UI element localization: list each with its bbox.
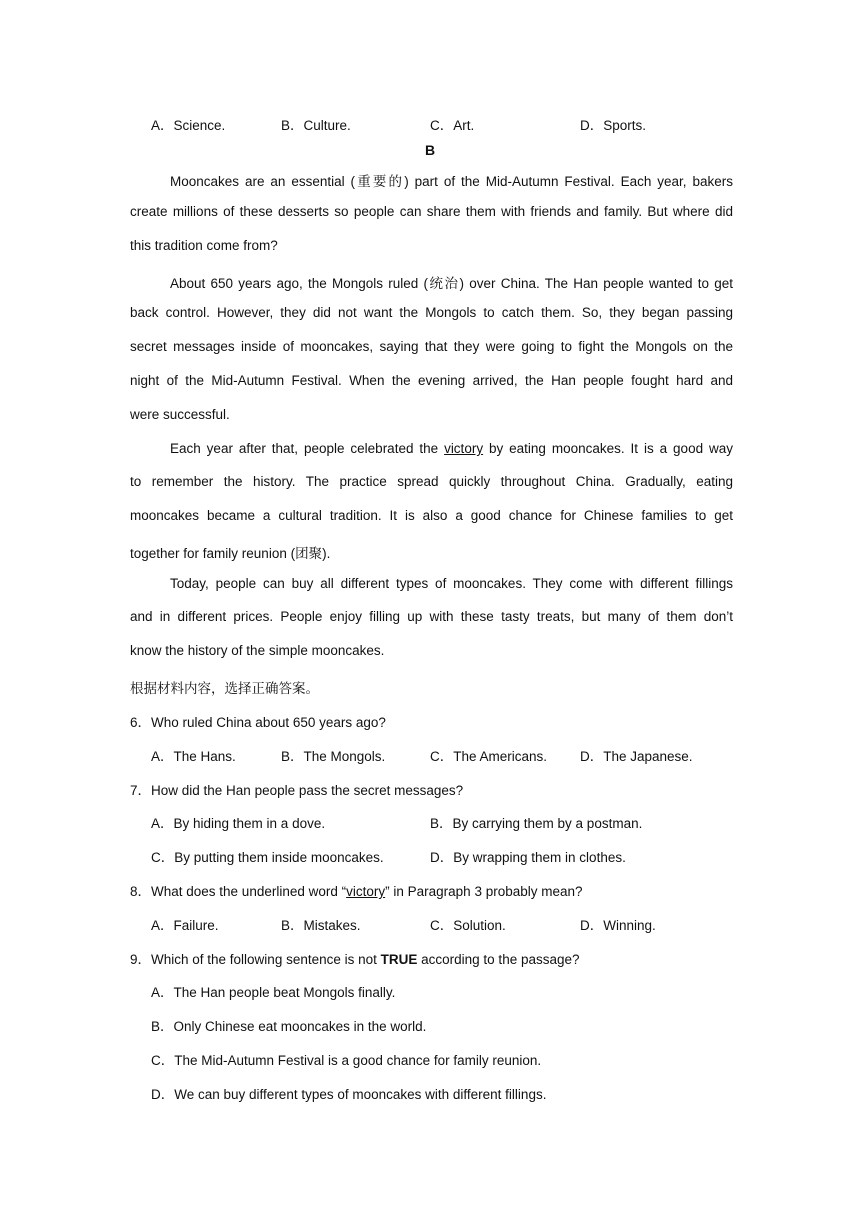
question-8-option-c: C．Solution. xyxy=(430,918,506,933)
question-7-option-d: D．By wrapping them in clothes. xyxy=(430,850,626,865)
question-8-option-d: D．Winning. xyxy=(580,918,656,933)
section-title: B xyxy=(424,142,436,158)
passage-p3-line1: Each year after that, people celebrated the victory by eating mooncakes. It is a good way xyxy=(170,441,734,456)
passage-p2-line3: secret messages inside of mooncakes, saying that they were going to fight the Mongols on the xyxy=(130,339,733,354)
question-9-stem: 9．Which of the following sentence is not TRUE according to the passage? xyxy=(130,952,580,967)
passage-p2-line5: were successful. xyxy=(130,407,230,422)
passage-p4-line2: and in different prices. People enjoy filling up with these tasty treats, but many of them don’t xyxy=(130,609,733,624)
question-7-option-c: C．By putting them inside mooncakes. xyxy=(151,850,384,865)
passage-p2-line1: About 650 years ago, the Mongols ruled (统治) over China. The Han people wanted to get xyxy=(170,276,733,291)
question-6-option-c: C．The Americans. xyxy=(430,749,548,764)
question-8-stem: 8．What does the underlined word “victory” in Paragraph 3 probably mean? xyxy=(130,884,583,899)
passage-p3-line2: to remember the history. The practice spread quickly throughout China. Gradually, eating xyxy=(130,474,733,489)
passage-p2-line2: back control. However, they did not want the Mongols to catch them. So, they began passing xyxy=(130,305,733,320)
question-7-option-b: B．By carrying them by a postman. xyxy=(430,816,643,831)
question-9-bold-word: TRUE xyxy=(380,952,418,967)
question-8-option-a: A．Failure. xyxy=(151,918,219,933)
passage-p3-line3: mooncakes became a cultural tradition. It is also a good chance for Chinese families to get xyxy=(130,508,733,523)
prev-option-c: C．Art. xyxy=(430,118,475,133)
passage-p4-line1: Today, people can buy all different types of mooncakes. They come with different fillings xyxy=(170,576,733,591)
question-8-underlined-word: victory xyxy=(346,884,386,899)
question-6-option-d: D．The Japanese. xyxy=(580,749,693,764)
prev-option-d: D．Sports. xyxy=(580,118,647,133)
passage-p1-line1: Mooncakes are an essential (重要的) part of the Mid-Autumn Festival. Each year, bakers xyxy=(170,174,733,189)
prev-option-a: A．Science. xyxy=(151,118,226,133)
question-9-option-d: D．We can buy different types of mooncakes with different fillings. xyxy=(151,1087,547,1102)
passage-p1-line2: create millions of these desserts so people can share them with friends and family. But where did xyxy=(130,204,733,219)
prev-option-b: B．Culture. xyxy=(281,118,351,133)
passage-p3-line4: together for family reunion (团聚). xyxy=(130,546,331,561)
question-9-option-b: B．Only Chinese eat mooncakes in the world. xyxy=(151,1019,427,1034)
instruction-text: 根据材料内容，选择正确答案。 xyxy=(130,681,319,697)
question-9-option-a: A．The Han people beat Mongols finally. xyxy=(151,985,396,1000)
question-7-stem: 7．How did the Han people pass the secret messages? xyxy=(130,783,464,798)
underlined-word-victory: victory xyxy=(444,441,484,456)
question-6-option-b: B．The Mongols. xyxy=(281,749,386,764)
question-6-stem: 6．Who ruled China about 650 years ago? xyxy=(130,715,386,730)
passage-p2-line4: night of the Mid-Autumn Festival. When the evening arrived, the Han people fought hard and xyxy=(130,373,733,388)
passage-p1-line3: this tradition come from? xyxy=(130,238,278,253)
question-8-option-b: B．Mistakes. xyxy=(281,918,361,933)
question-7-option-a: A．By hiding them in a dove. xyxy=(151,816,326,831)
question-6-option-a: A．The Hans. xyxy=(151,749,236,764)
passage-p4-line3: know the history of the simple mooncakes. xyxy=(130,643,385,658)
question-9-option-c: C．The Mid-Autumn Festival is a good chance for family reunion. xyxy=(151,1053,542,1068)
